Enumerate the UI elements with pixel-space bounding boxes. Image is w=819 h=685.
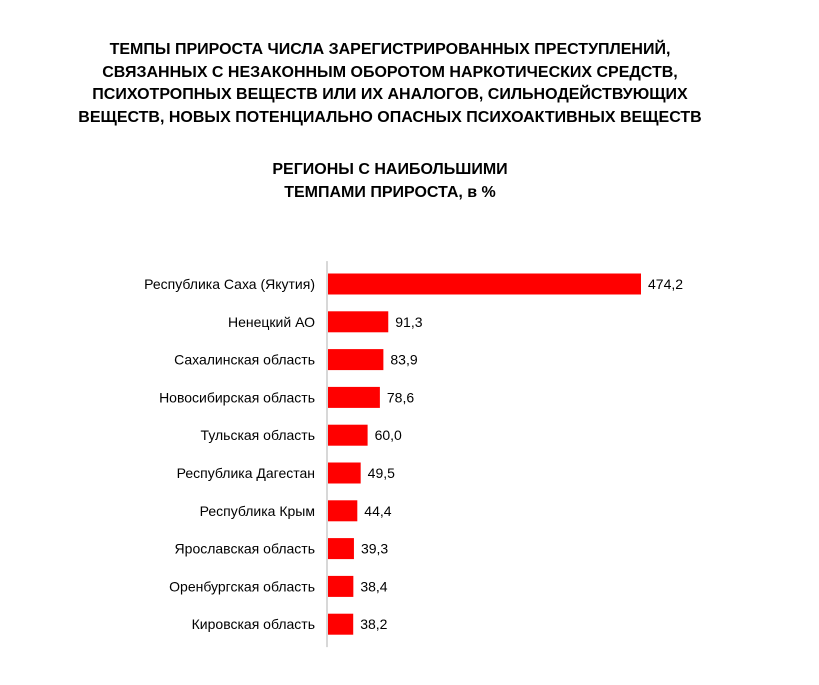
bar [328, 425, 368, 446]
data-label: 91,3 [395, 313, 423, 330]
category-label: Республика Дагестан [176, 465, 315, 481]
category-label: Новосибирская область [159, 389, 315, 406]
category-label: Тульская область [200, 427, 315, 444]
bar [328, 500, 357, 521]
chart-subtitle: РЕГИОНЫ С НАИБОЛЬШИМИ ТЕМПАМИ ПРИРОСТА, в % [272, 161, 508, 201]
category-label: Республика Саха (Якутия) [144, 276, 315, 292]
bar [328, 538, 354, 559]
data-label: 78,6 [386, 389, 415, 406]
data-label: 38,2 [360, 616, 388, 633]
bar [328, 387, 380, 408]
bar [328, 274, 641, 295]
bar [328, 463, 361, 484]
bar [328, 349, 383, 370]
bar [328, 311, 388, 332]
chart-title: ТЕМПЫ ПРИРОСТА ЧИСЛА ЗАРЕГИСТРИРОВАННЫХ ПРЕСТУПЛЕНИЙ, СВЯЗАННЫХ С НЕЗАКОННЫМ ОБОРОТОМ НАРКОТИЧЕСКИХ СРЕДСТВ, ПСИХОТРОПНЫХ ВЕЩЕСТВ ИЛИ ИХ АНАЛОГОВ, СИЛЬНОДЕЙСТВУЮЩИХ ВЕЩЕСТВ, НОВЫХ ПОТЕНЦИАЛЬНО ОПАСНЫХ ПСИХОАКТИВНЫХ ВЕЩЕСТВ [78, 41, 702, 126]
bar [328, 614, 353, 635]
data-label: 39,3 [360, 540, 389, 557]
category-label: Кировская область [191, 616, 315, 633]
category-label: Сахалинская область [174, 351, 315, 368]
category-label: Оренбургская область [169, 578, 315, 595]
data-label: 60,0 [374, 427, 402, 444]
data-label: 44,4 [364, 502, 392, 519]
data-label: 49,5 [367, 465, 395, 481]
category-label: Ярославская область [174, 540, 315, 557]
data-label: 474,2 [648, 276, 684, 292]
data-label: 83,9 [390, 351, 418, 368]
category-label: Республика Крым [199, 502, 315, 519]
data-label: 38,4 [360, 578, 388, 595]
category-label: Ненецкий АО [227, 313, 315, 330]
bar [328, 576, 353, 597]
